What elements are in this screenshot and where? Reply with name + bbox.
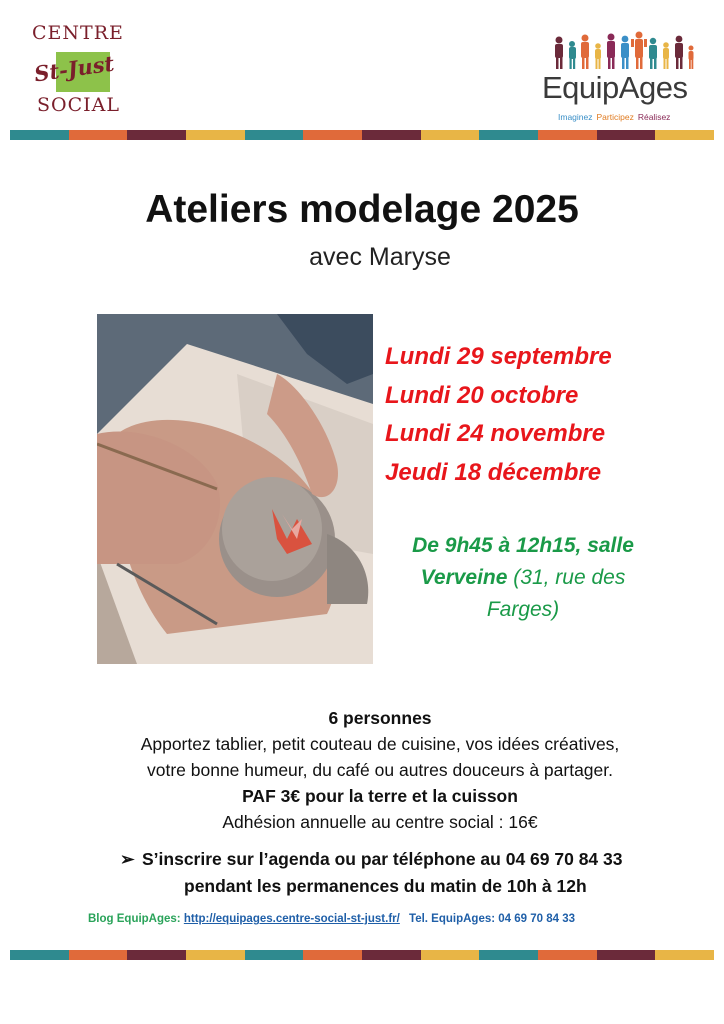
strip-segment	[69, 950, 128, 960]
schedule-location	[378, 530, 668, 626]
top-color-strip	[10, 130, 714, 140]
blog-label: Blog EquipAges:	[88, 913, 181, 925]
equipages-tagline	[558, 112, 670, 122]
page-subtitle: avec Maryse	[309, 243, 451, 271]
strip-segment	[362, 130, 421, 140]
centre-social-logo	[28, 22, 138, 122]
strip-segment	[245, 950, 304, 960]
registration-line-1: S’inscrire sur l’agenda ou par téléphone au 04 69 70 84 33	[142, 849, 623, 869]
strip-segment	[186, 950, 245, 960]
equipages-brand-name: EquipAges	[542, 70, 688, 105]
bring-line-1: Apportez tablier, petit couteau de cuisine, vos idées créatives,	[140, 734, 620, 754]
strip-segment	[10, 950, 69, 960]
pottery-photo	[97, 314, 373, 664]
logo-word-centre: CENTRE	[32, 22, 124, 44]
bottom-color-strip	[10, 950, 714, 960]
strip-segment	[538, 950, 597, 960]
session-date: Jeudi 18 décembre	[385, 458, 602, 486]
session-date: Lundi 29 septembre	[385, 343, 612, 370]
logo-word-st-just: St-Just	[32, 50, 116, 87]
strip-segment	[303, 130, 362, 140]
session-date: Lundi 20 octobre	[385, 381, 579, 409]
registration-line-2: pendant les permanences du matin de 10h à 12h	[184, 876, 587, 896]
strip-segment	[597, 950, 656, 960]
strip-segment	[69, 130, 128, 140]
strip-segment	[245, 130, 304, 140]
strip-segment	[421, 950, 480, 960]
schedule-time: De 9h45 à 12h15, salle	[412, 534, 634, 557]
membership-text: Adhésion annuelle au centre social : 16€	[222, 812, 538, 832]
strip-segment	[479, 950, 538, 960]
strip-segment	[421, 130, 480, 140]
strip-segment	[10, 130, 69, 140]
people-silhouettes-icon	[545, 26, 695, 72]
strip-segment	[655, 950, 714, 960]
tagline-participez: Participez	[596, 112, 634, 122]
logo-word-social: SOCIAL	[37, 94, 120, 116]
strip-segment	[127, 130, 186, 140]
tagline-imaginez: Imaginez	[558, 112, 593, 122]
session-dates	[385, 338, 715, 492]
blog-link[interactable]: http://equipages.centre-social-st-just.fr/	[183, 913, 400, 925]
price-text: PAF 3€ pour la terre et la cuisson	[242, 786, 518, 806]
strip-segment	[186, 130, 245, 140]
strip-segment	[127, 950, 186, 960]
equipages-logo	[540, 26, 710, 126]
bring-line-2: votre bonne humeur, du café ou autres douceurs à partager.	[146, 760, 613, 780]
capacity-text: 6 personnes	[328, 708, 432, 728]
arrow-bullet-icon: ➢	[120, 849, 135, 869]
address-part1: (31, rue des	[507, 566, 626, 589]
tagline-realisez: Réalisez	[637, 112, 671, 122]
info-block	[0, 705, 724, 835]
session-date: Lundi 24 novembre	[385, 420, 606, 447]
room-name: Verveine	[420, 566, 508, 589]
strip-segment	[597, 130, 656, 140]
footer-contact	[88, 913, 575, 925]
phone-contact: Tel. EquipAges: 04 69 70 84 33	[409, 913, 576, 925]
strip-segment	[479, 130, 538, 140]
address-part2: Farges)	[486, 598, 560, 621]
strip-segment	[362, 950, 421, 960]
strip-segment	[538, 130, 597, 140]
strip-segment	[303, 950, 362, 960]
page-title: Ateliers modelage 2025	[145, 188, 579, 231]
registration-block	[120, 846, 622, 900]
strip-segment	[655, 130, 714, 140]
